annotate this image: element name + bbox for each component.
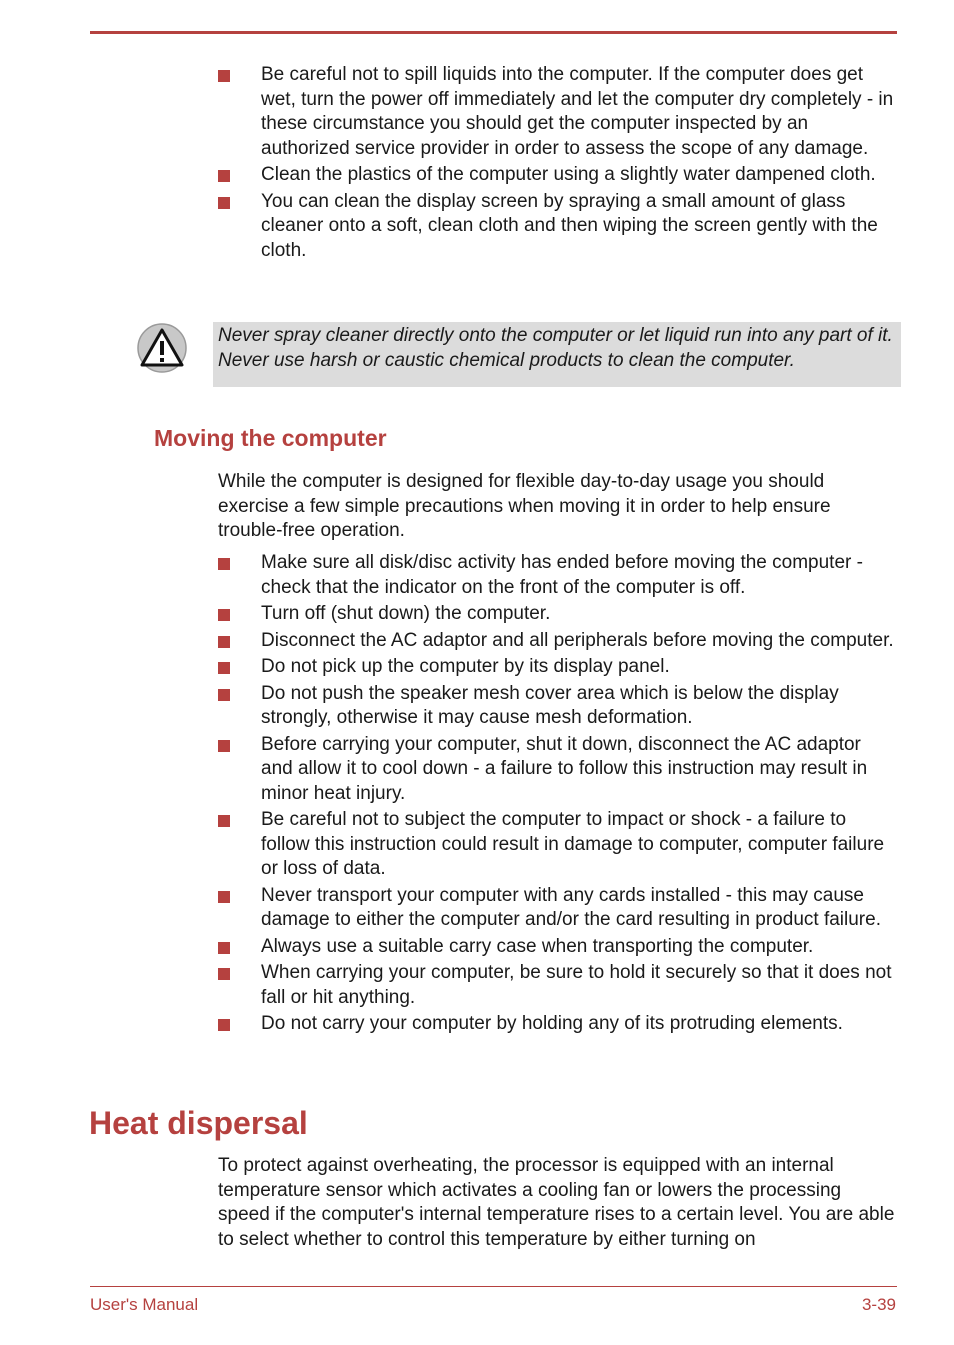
list-item bbox=[0, 190, 954, 264]
moving-bullet-list bbox=[0, 551, 954, 1039]
bullet-marker bbox=[218, 740, 230, 752]
bullet-marker bbox=[218, 662, 230, 674]
list-item bbox=[0, 733, 954, 807]
warning-triangle-icon bbox=[136, 322, 188, 374]
list-item-text: Be careful not to spill liquids into the computer. If the computer does get wet, turn the power off immediately and let the computer dry completely - in these circumstance you should get the computer inspected by an authorized service provider in order to assess the scope of any damage. bbox=[261, 64, 894, 159]
list-item-text: Disconnect the AC adaptor and all peripherals before moving the computer. bbox=[261, 629, 894, 651]
bullet-marker bbox=[218, 815, 230, 827]
list-item bbox=[0, 163, 954, 188]
heat-dispersal-heading: Heat dispersal bbox=[89, 1105, 308, 1141]
list-item-text: Make sure all disk/disc activity has ended before moving the computer - check that the indicator on the front of the computer is off. bbox=[261, 552, 863, 598]
bullet-marker bbox=[218, 942, 230, 954]
list-item-text: Do not pick up the computer by its display panel. bbox=[261, 656, 670, 677]
list-item-text: Always use a suitable carry case when transporting the computer. bbox=[261, 935, 814, 957]
list-item-text: Before carrying your computer, shut it down, disconnect the AC adaptor and allow it to cool down - a failure to follow this instruction may result in minor heat injury. bbox=[261, 733, 868, 804]
list-item bbox=[0, 629, 954, 654]
list-item bbox=[0, 961, 954, 1010]
bullet-marker bbox=[218, 968, 230, 980]
list-item bbox=[0, 655, 954, 680]
page-number: 3-39 bbox=[861, 1295, 896, 1314]
moving-intro: While the computer is designed for flexible day-to-day usage you should exercise a few simple precautions when moving it in order to help ensure trouble-free operation. bbox=[218, 471, 831, 541]
footer-rule bbox=[90, 1286, 897, 1287]
bullet-marker bbox=[218, 1019, 230, 1031]
list-item bbox=[0, 551, 954, 600]
bullet-marker bbox=[218, 689, 230, 701]
list-item-text: Do not carry your computer by holding any of its protruding elements. bbox=[261, 1013, 843, 1034]
list-item-text: Be careful not to subject the computer to impact or shock - a failure to follow this instruction could result in damage to computer, computer failure or loss of data. bbox=[261, 809, 885, 879]
list-item bbox=[0, 63, 954, 161]
list-item-text: You can clean the display screen by spraying a small amount of glass cleaner onto a soft, clean cloth and then wiping the screen gently with the cloth. bbox=[261, 190, 878, 261]
list-item bbox=[0, 682, 954, 731]
moving-heading: Moving the computer bbox=[154, 425, 387, 451]
bullet-marker bbox=[218, 558, 230, 570]
list-item-text: Turn off (shut down) the computer. bbox=[261, 603, 551, 624]
bullet-marker bbox=[218, 609, 230, 621]
list-item bbox=[0, 935, 954, 960]
bullet-marker bbox=[218, 170, 230, 182]
heat-dispersal-text: To protect against overheating, the processor is equipped with an internal temperature sensor which activates a cooling fan or lowers the processing speed if the computer's internal temperature rises to a certain level. You are able to select whether to control this temperature by either turning on bbox=[218, 1155, 895, 1250]
list-item-text: Never transport your computer with any cards installed - this may cause damage to either the computer and/or the card resulting in product failure. bbox=[261, 884, 881, 930]
list-item-text: When carrying your computer, be sure to hold it securely so that it does not fall or hit anything. bbox=[261, 962, 892, 1008]
footer-manual-title: User's Manual bbox=[90, 1295, 199, 1314]
list-item-text: Clean the plastics of the computer using a slightly water dampened cloth. bbox=[261, 164, 876, 185]
bullet-marker bbox=[218, 891, 230, 903]
list-item bbox=[0, 1012, 954, 1037]
list-item-text: Do not push the speaker mesh cover area which is below the display strongly, otherwise it may cause mesh deformation. bbox=[261, 682, 839, 728]
list-item bbox=[0, 602, 954, 627]
cleaning-bullet-list bbox=[0, 63, 954, 265]
list-item bbox=[0, 884, 954, 933]
caution-note-text: Never spray cleaner directly onto the computer or let liquid run into any part of it. Never use harsh or caustic chemical products to clean the computer. bbox=[218, 325, 893, 371]
bullet-marker bbox=[218, 70, 230, 82]
header-rule bbox=[90, 31, 897, 34]
bullet-marker bbox=[218, 197, 230, 209]
list-item bbox=[0, 808, 954, 882]
bullet-marker bbox=[218, 636, 230, 648]
